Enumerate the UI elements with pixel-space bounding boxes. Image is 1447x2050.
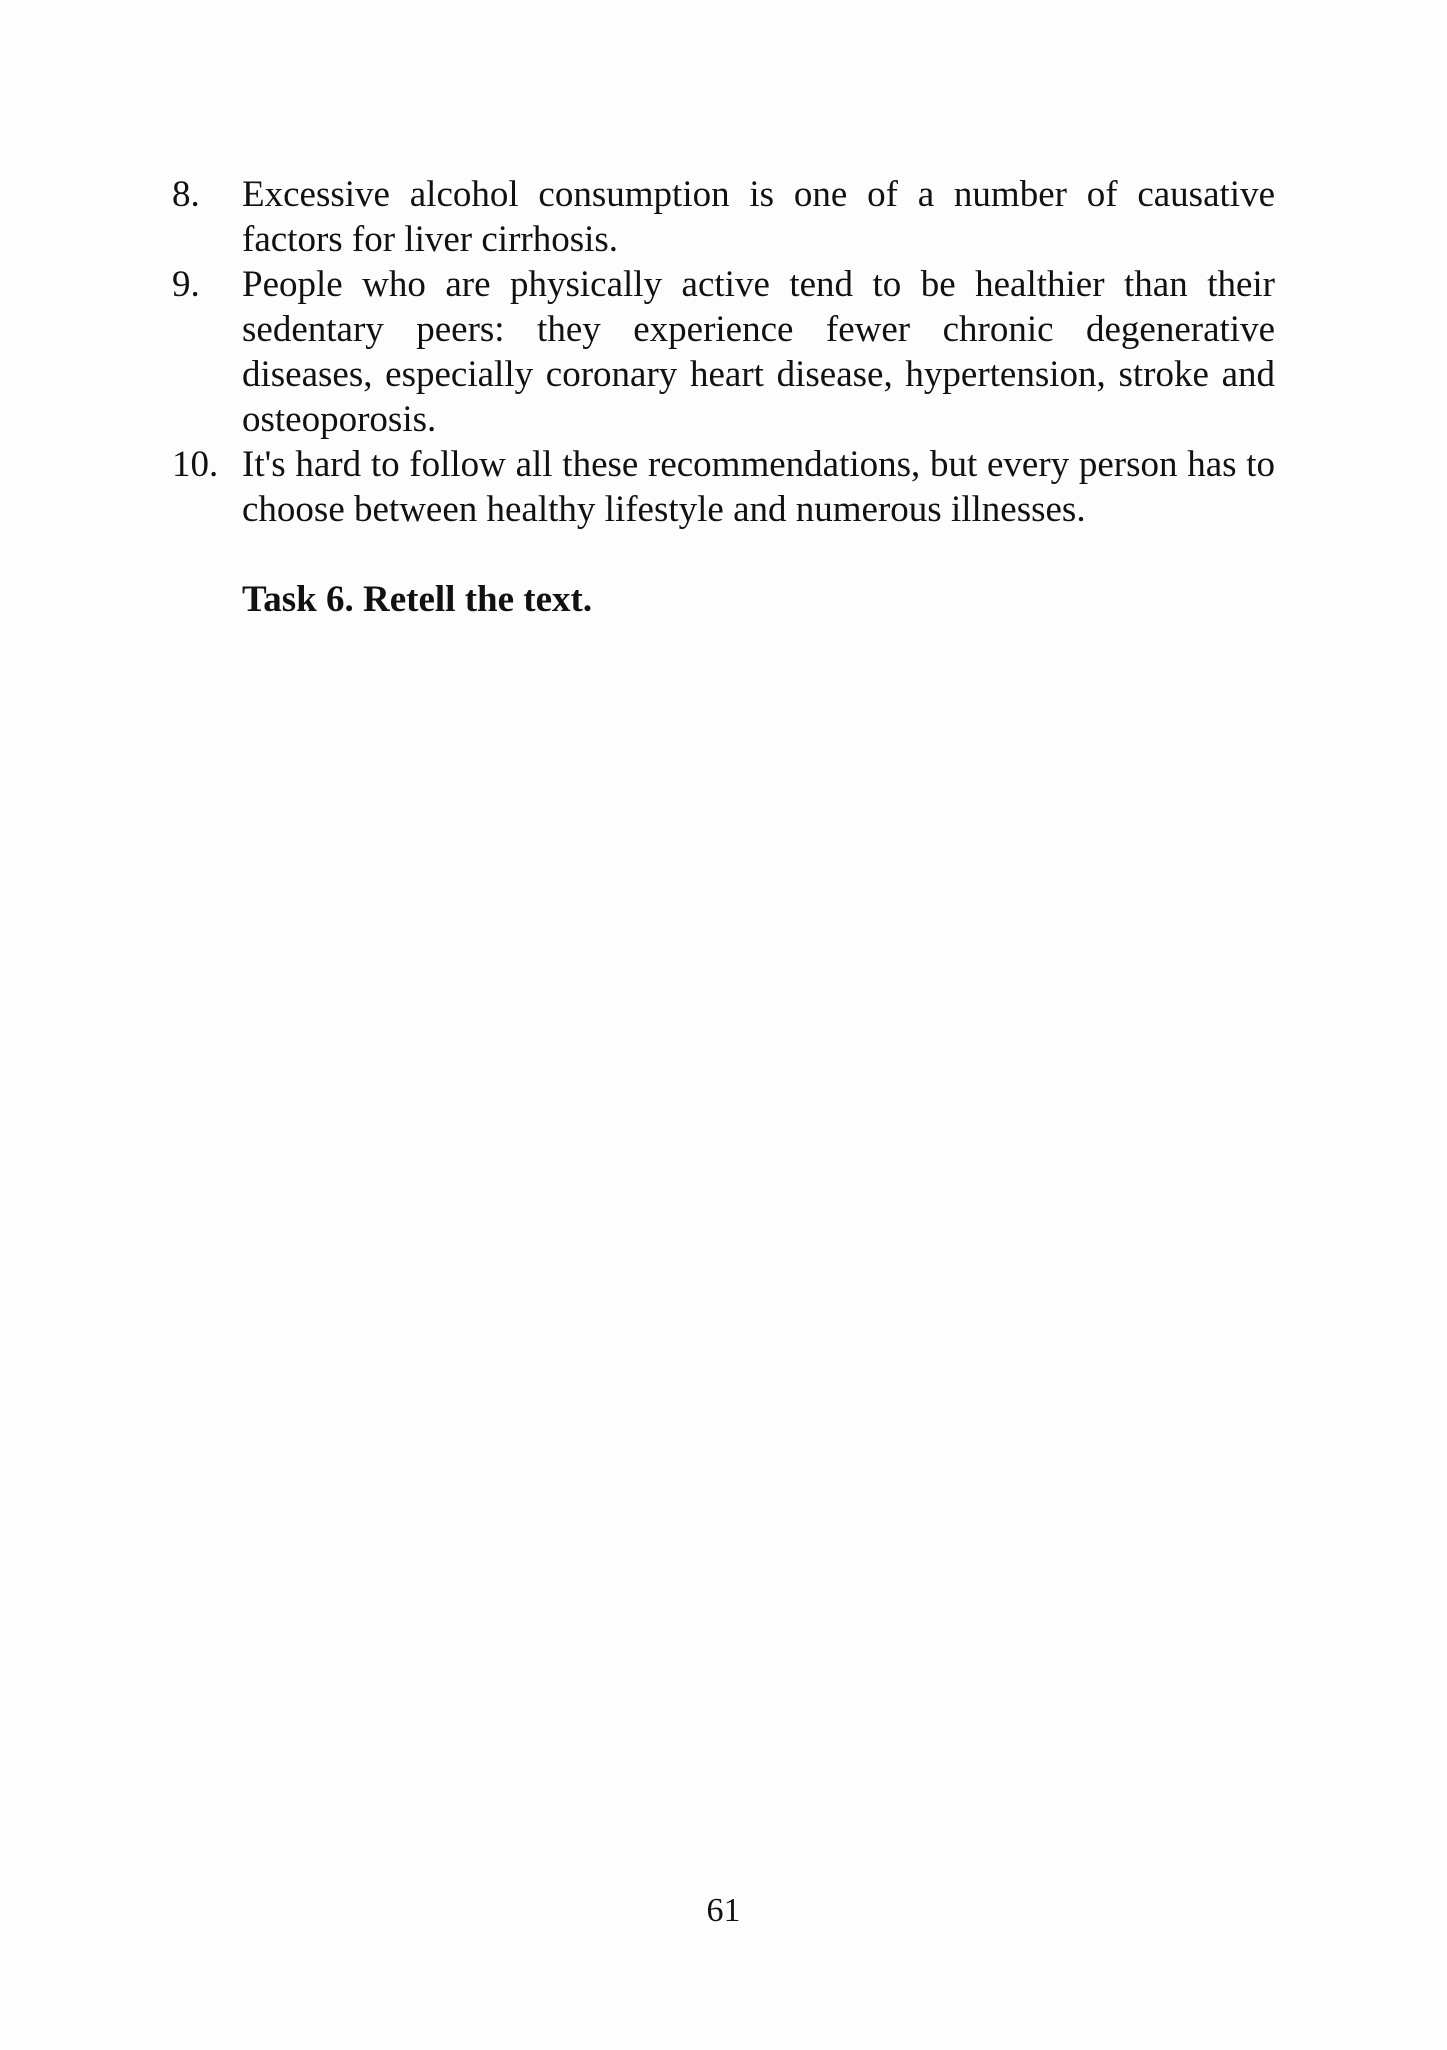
list-item	[172, 262, 1275, 442]
numbered-list	[172, 172, 1275, 532]
list-item-text: Excessive alcohol consumption is one of a number of causative factors for liver cirrhosis.	[242, 174, 1275, 260]
task-heading: Task 6. Retell the text.	[242, 579, 593, 620]
list-item-number: 9.	[172, 264, 200, 305]
page-number: 61	[706, 1892, 741, 1929]
list-item	[172, 442, 1275, 532]
list-item-number: 10.	[172, 444, 219, 485]
list-item-number: 8.	[172, 174, 200, 215]
page-content	[172, 172, 1275, 622]
list-item-text: It's hard to follow all these recommendations, but every person has to choose between healthy lifestyle and numerous illnesses.	[242, 444, 1275, 530]
list-item-text: People who are physically active tend to be healthier than their sedentary peers: they experience fewer chronic degenerative diseases, especially coronary heart disease, hypertension, stroke and osteoporosis.	[242, 264, 1275, 440]
list-item	[172, 172, 1275, 262]
